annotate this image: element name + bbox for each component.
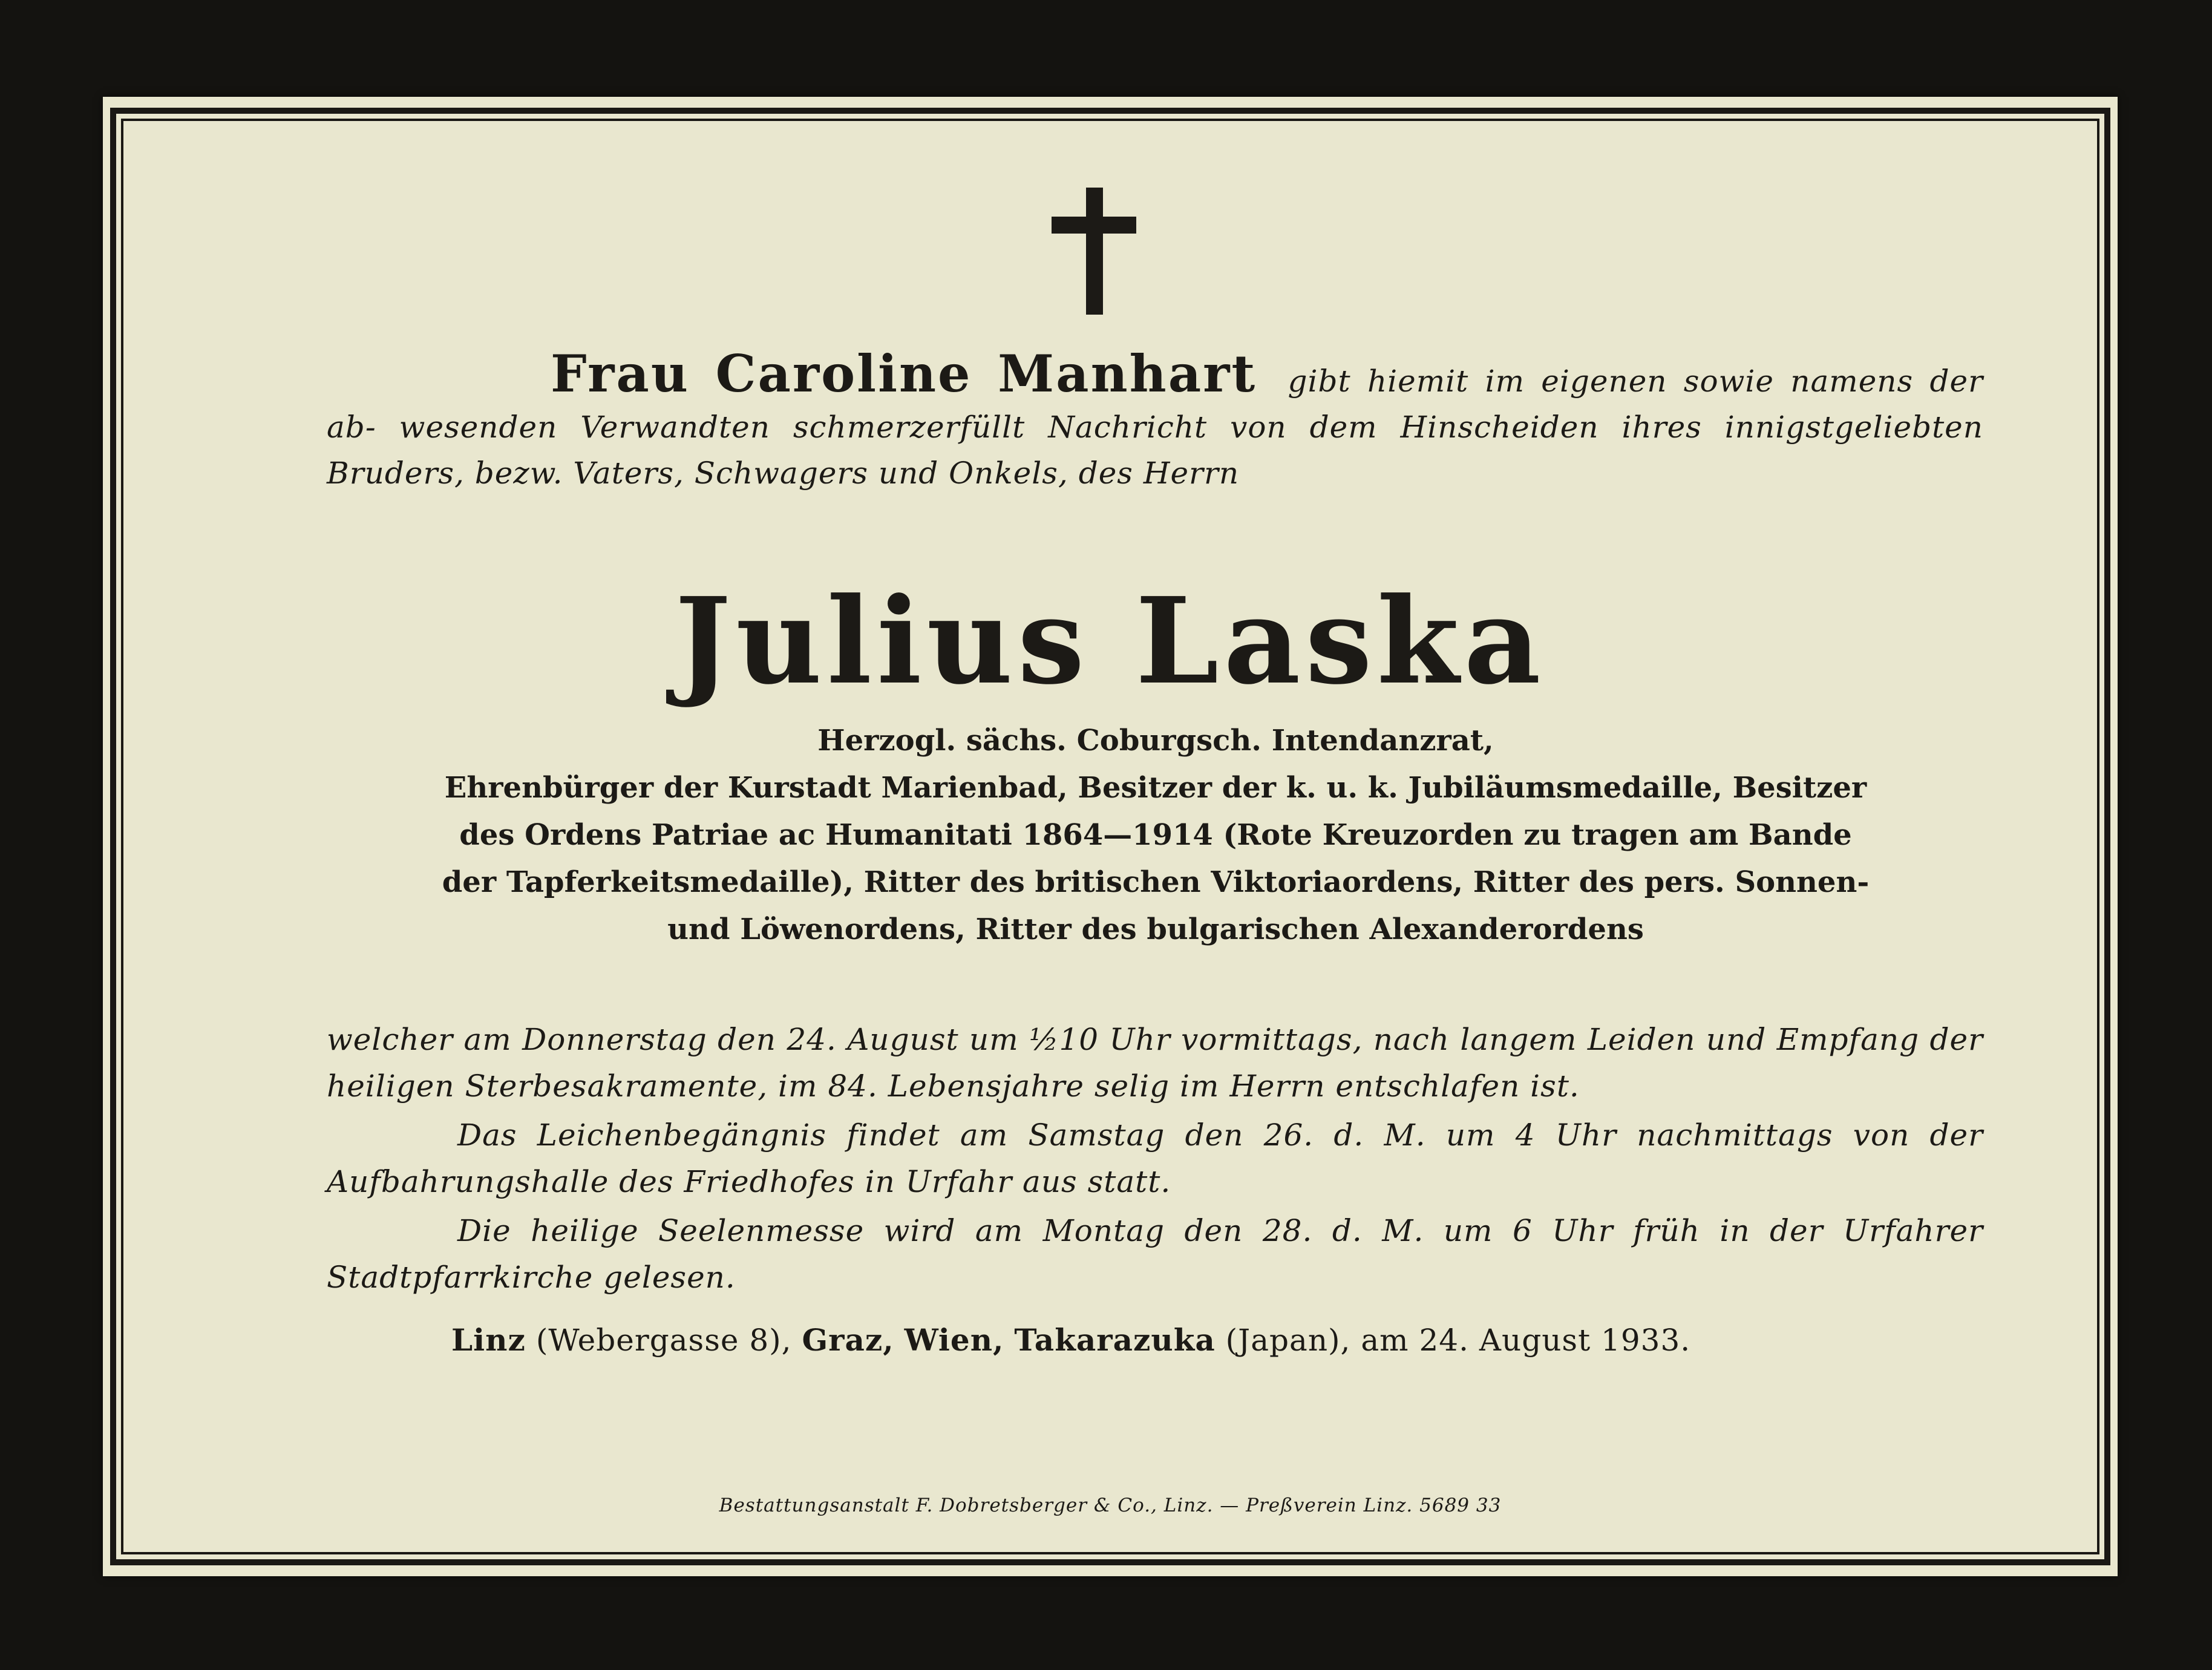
intro-line-3: Vaters, Schwagers und Onkels, des Herrn xyxy=(573,456,1240,491)
deceased-name: Julius Laska xyxy=(675,572,1546,711)
title-line-4: der Tapferkeitsmedaille), Ritter des britischen Viktoriaordens, Ritter des pers. Sonnen- xyxy=(442,865,1870,899)
details-block xyxy=(327,1017,1983,1303)
place-linz: Linz xyxy=(451,1322,526,1358)
title-line-5: und Löwenordens, Ritter des bulgarischen Alexanderordens xyxy=(667,912,1644,946)
intro-line-2: wesenden Verwandten schmerzerfüllt Nachricht von dem Hinscheiden ihres innigstgeliebten Bruders, bezw. xyxy=(327,410,1983,491)
place-wien: Wien, xyxy=(904,1322,1004,1358)
linz-address: (Webergasse 8), xyxy=(535,1323,792,1358)
death-notice-card xyxy=(103,97,2118,1576)
intro-line-1: gibt hiemit im eigenen sowie namens der ab- xyxy=(327,364,1983,445)
title-line-1: Herzogl. sächs. Coburgsch. Intendanzrat, xyxy=(817,724,1494,758)
honorifics-block xyxy=(399,717,1912,953)
place-japan: (Japan), xyxy=(1225,1323,1351,1358)
place-graz: Graz, xyxy=(802,1322,894,1358)
place-takarazuka: Takarazuka xyxy=(1014,1322,1216,1358)
printer-imprint: Bestattungsanstalt F. Dobretsberger & Co., Linz. — Preßverein Linz. 5689 33 xyxy=(719,1495,1502,1516)
cross-icon xyxy=(1052,188,1136,315)
title-line-3: des Ordens Patriae ac Humanitati 1864—1914 (Rote Kreuzorden zu tragen am Bande xyxy=(459,818,1852,852)
funeral-paragraph: Das Leichenbegängnis findet am Samstag den 26. d. M. um 4 Uhr nachmittags von der Aufbahrungshalle des Friedhofes in Urfahr aus statt. xyxy=(327,1118,1983,1199)
intro-paragraph xyxy=(327,344,1983,496)
mass-paragraph: Die heilige Seelenmesse wird am Montag den 28. d. M. um 6 Uhr früh in der Urfahrer Stadtpfarrkirche gelesen. xyxy=(327,1213,1983,1295)
notice-date: am 24. August 1933. xyxy=(1361,1323,1691,1358)
giver-name: Frau Caroline Manhart xyxy=(551,344,1257,404)
death-paragraph: welcher am Donnerstag den 24. August um ½10 Uhr vormittags, nach langem Leiden und Empfang der heiligen Sterbesakramente, im 84. Lebensjahre selig im Herrn entschlafen ist. xyxy=(327,1022,1983,1104)
places-date-line xyxy=(451,1319,1690,1361)
title-line-2: Ehrenbürger der Kurstadt Marienbad, Besitzer der k. u. k. Jubiläumsmedaille, Besitzer xyxy=(444,771,1867,805)
notice-content xyxy=(103,97,2118,1576)
